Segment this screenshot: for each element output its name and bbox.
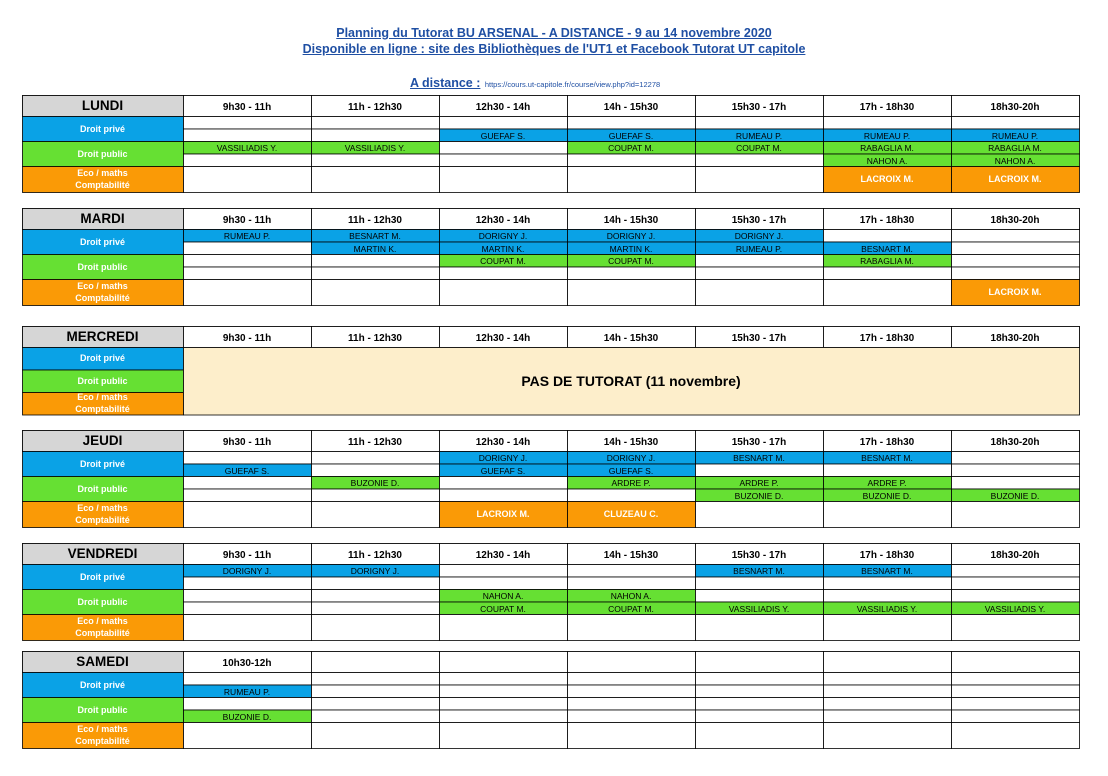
slot-cell (952, 685, 1080, 698)
slot-header: 18h30-20h (990, 333, 1040, 344)
slot-header (439, 653, 567, 674)
day-name: LUNDI (81, 98, 124, 113)
slot-cell (568, 117, 696, 130)
category-label-public: Droit public (77, 596, 128, 607)
slot-cell (184, 267, 312, 280)
tutor-prive[interactable]: GUEFAF S. (224, 465, 270, 476)
slot-cell (952, 723, 1080, 749)
slot-cell (696, 464, 824, 477)
day-block-mercredi (22, 326, 1079, 416)
slot-header: 11h - 12h30 (348, 550, 402, 561)
slot-header: 14h - 15h30 (603, 333, 659, 344)
slot-cell (952, 615, 1080, 641)
slot-header: 15h30 - 17h (731, 215, 787, 226)
slot-cell (440, 698, 568, 711)
eco-label-line-1: Eco / maths (77, 281, 128, 291)
day-block-samedi (22, 651, 1079, 749)
slot-header: 9h30 - 11h (222, 550, 272, 561)
slot-cell (824, 673, 952, 686)
tutor-prive[interactable]: DORIGNY J. (606, 453, 656, 464)
slot-cell (312, 267, 440, 280)
slot-header: 17h - 18h30 (859, 333, 915, 344)
slot-cell (568, 698, 696, 711)
slot-header: 15h30 - 17h (731, 333, 787, 344)
eco-label-line-1: Eco / maths (77, 503, 128, 513)
tutor-public[interactable]: BUZONIE D. (350, 478, 400, 489)
slot-header: 12h30 - 14h (475, 333, 531, 344)
slot-cell (184, 602, 312, 615)
tutor-prive[interactable]: DORIGNY J. (222, 566, 272, 577)
slot-header: 17h - 18h30 (859, 437, 915, 448)
slot-cell (312, 723, 440, 749)
slot-header (695, 653, 823, 674)
tutor-prive[interactable]: BESNART M. (733, 453, 785, 464)
slot-cell (824, 698, 952, 711)
tutor-public[interactable]: RABAGLIA M. (860, 256, 914, 267)
slot-header (567, 653, 695, 674)
slot-cell (568, 489, 696, 502)
slot-cell (184, 242, 312, 255)
slot-cell (312, 602, 440, 615)
tutor-prive[interactable]: RUMEAU P. (863, 130, 911, 141)
slot-cell (440, 685, 568, 698)
slot-header (823, 653, 951, 674)
slot-cell (184, 117, 312, 130)
slot-cell (824, 502, 952, 528)
slot-header: 9h30 - 11h (222, 215, 272, 226)
slot-header: 12h30 - 14h (475, 437, 531, 448)
slot-cell (568, 723, 696, 749)
tutor-eco[interactable]: CLUZEAU C. (603, 509, 659, 519)
tutor-eco[interactable]: LACROIX M. (988, 174, 1042, 184)
tutor-prive[interactable]: GUEFAF S. (480, 130, 526, 141)
distance-line (410, 74, 660, 92)
category-label-prive: Droit privé (79, 236, 125, 247)
category-label-public: Droit public (77, 148, 128, 159)
tutor-public[interactable]: COUPAT M. (608, 143, 654, 154)
slot-cell (952, 464, 1080, 477)
tutor-public[interactable]: COUPAT M. (736, 143, 782, 154)
category-label-eco (22, 166, 183, 192)
slot-cell (440, 280, 568, 306)
slot-cell (312, 154, 440, 167)
category-label-prive: Droit privé (79, 679, 125, 690)
tutor-public[interactable]: BUZONIE D. (862, 490, 912, 501)
no-tutoring-note: PAS DE TUTORAT (11 novembre) (521, 372, 741, 389)
tutor-public[interactable]: ARDRE P. (867, 478, 907, 489)
slot-cell (568, 267, 696, 280)
slot-cell (312, 255, 440, 268)
slot-cell (440, 673, 568, 686)
slot-header: 12h30 - 14h (475, 102, 531, 113)
slot-cell (696, 255, 824, 268)
slot-header: 18h30-20h (990, 437, 1040, 448)
slot-cell (824, 267, 952, 280)
slot-header: 18h30-20h (990, 550, 1040, 561)
tutor-public[interactable]: NAHON A. (610, 591, 652, 602)
slot-header: 14h - 15h30 (603, 437, 659, 448)
slot-cell (568, 167, 696, 193)
eco-label-line-2: Comptabilité (75, 736, 130, 746)
slot-cell (312, 452, 440, 465)
slot-header: 10h30-12h (222, 658, 272, 669)
tutor-prive[interactable]: BESNART M. (861, 243, 913, 254)
tutor-public[interactable]: COUPAT M. (480, 256, 526, 267)
slot-header: 11h - 12h30 (348, 215, 402, 226)
category-label-eco (22, 392, 183, 415)
day-name: MARDI (80, 211, 125, 226)
category-label-public: Droit public (77, 261, 128, 272)
tutor-eco[interactable]: LACROIX M. (476, 509, 530, 519)
tutor-public[interactable]: BUZONIE D. (734, 490, 784, 501)
tutor-public[interactable]: COUPAT M. (480, 603, 526, 614)
slot-header: 15h30 - 17h (731, 102, 787, 113)
slot-cell (568, 577, 696, 590)
tutor-prive[interactable]: GUEFAF S. (608, 465, 654, 476)
slot-cell (184, 698, 312, 711)
eco-label-line-2: Comptabilité (75, 180, 130, 190)
slot-cell (440, 723, 568, 749)
slot-header: 9h30 - 11h (222, 102, 272, 113)
slot-header: 17h - 18h30 (859, 550, 915, 561)
tutor-prive[interactable]: RUMEAU P. (223, 686, 271, 697)
title-line-2[interactable]: Disponible en ligne : site des Bibliothèques de l'UT1 et Facebook Tutorat UT capitole (302, 42, 806, 56)
slot-cell (696, 502, 824, 528)
slot-cell (568, 154, 696, 167)
slot-cell (952, 267, 1080, 280)
slot-cell (952, 565, 1080, 578)
slot-cell (824, 464, 952, 477)
slot-cell (312, 280, 440, 306)
slot-cell (312, 685, 440, 698)
slot-header (951, 653, 1079, 674)
tutor-public[interactable]: COUPAT M. (608, 256, 654, 267)
slot-cell (696, 723, 824, 749)
slot-header: 12h30 - 14h (475, 550, 531, 561)
slot-cell (440, 117, 568, 130)
tutor-prive[interactable]: DORIGNY J. (478, 453, 528, 464)
slot-cell (696, 673, 824, 686)
tutor-prive[interactable]: BESNART M. (349, 231, 401, 242)
slot-cell (952, 452, 1080, 465)
tutor-public[interactable]: VASSILIADIS Y. (728, 603, 790, 614)
tutor-prive[interactable]: BESNART M. (861, 566, 913, 577)
slot-cell (312, 698, 440, 711)
tutor-prive[interactable]: RUMEAU P. (223, 231, 271, 242)
slot-cell (824, 117, 952, 130)
eco-label-line-2: Comptabilité (75, 404, 130, 415)
slot-cell (568, 615, 696, 641)
day-name: MERCREDI (66, 329, 139, 344)
slot-cell (696, 267, 824, 280)
slot-header: 11h - 12h30 (348, 333, 402, 344)
category-label-prive: Droit privé (79, 571, 125, 582)
tutor-prive[interactable]: GUEFAF S. (608, 130, 654, 141)
tutor-prive[interactable]: RUMEAU P. (735, 243, 783, 254)
tutor-eco[interactable]: LACROIX M. (860, 174, 914, 184)
slot-cell (184, 502, 312, 528)
slot-cell (184, 477, 312, 490)
slot-cell (184, 590, 312, 603)
slot-cell (696, 117, 824, 130)
title-line-1[interactable]: Planning du Tutorat BU ARSENAL - A DISTANCE - 9 au 14 novembre 2020 (336, 26, 772, 40)
slot-cell (952, 242, 1080, 255)
slot-cell (568, 280, 696, 306)
tutor-prive[interactable]: GUEFAF S. (480, 465, 526, 476)
slot-cell (440, 710, 568, 723)
slot-cell (696, 154, 824, 167)
eco-label-line-1: Eco / maths (77, 392, 128, 403)
slot-cell (184, 129, 312, 142)
slot-cell (568, 685, 696, 698)
slot-header: 11h - 12h30 (348, 102, 402, 113)
tutor-public[interactable]: RABAGLIA M. (988, 143, 1042, 154)
day-block-jeudi (22, 430, 1079, 528)
slot-cell (952, 698, 1080, 711)
eco-label-line-2: Comptabilité (75, 515, 130, 525)
slot-header: 17h - 18h30 (859, 102, 915, 113)
slot-cell (312, 710, 440, 723)
tutor-prive[interactable]: BESNART M. (861, 453, 913, 464)
tutor-prive[interactable]: RUMEAU P. (735, 130, 783, 141)
slot-cell (312, 489, 440, 502)
tutor-public[interactable]: ARDRE P. (611, 478, 651, 489)
category-label-eco (22, 279, 183, 305)
tutor-public[interactable]: VASSILIADIS Y. (216, 143, 278, 154)
slot-cell (824, 685, 952, 698)
slot-cell (440, 615, 568, 641)
slot-cell (440, 489, 568, 502)
slot-cell (440, 477, 568, 490)
slot-cell (952, 117, 1080, 130)
slot-cell (696, 280, 824, 306)
slot-cell (440, 565, 568, 578)
tutor-public[interactable]: BUZONIE D. (222, 711, 272, 722)
slot-cell (824, 577, 952, 590)
slot-cell (184, 723, 312, 749)
slot-cell (696, 710, 824, 723)
slot-cell (696, 167, 824, 193)
day-block-lundi (22, 95, 1079, 193)
slot-cell (952, 477, 1080, 490)
category-label-prive: Droit privé (79, 458, 125, 469)
tutor-eco[interactable]: LACROIX M. (988, 287, 1042, 297)
slot-cell (952, 255, 1080, 268)
slot-cell (184, 255, 312, 268)
distance-url-link[interactable]: https://cours.ut-capitole.fr/course/view.php?id=12278 (484, 80, 661, 89)
category-label-public: Droit public (77, 375, 128, 386)
slot-cell (696, 615, 824, 641)
slot-cell (568, 673, 696, 686)
slot-cell (312, 577, 440, 590)
slot-header: 11h - 12h30 (348, 437, 402, 448)
category-label-eco (22, 501, 183, 527)
slot-cell (440, 167, 568, 193)
category-label-public: Droit public (77, 704, 128, 715)
tutor-public[interactable]: NAHON A. (866, 155, 908, 166)
slot-cell (312, 590, 440, 603)
slot-cell (312, 673, 440, 686)
slot-cell (824, 590, 952, 603)
tutor-public[interactable]: NAHON A. (994, 155, 1036, 166)
slot-cell (824, 710, 952, 723)
slot-cell (696, 698, 824, 711)
day-block-mardi (22, 208, 1079, 306)
slot-cell (440, 142, 568, 155)
eco-label-line-2: Comptabilité (75, 628, 130, 638)
tutor-public[interactable]: BUZONIE D. (990, 490, 1040, 501)
slot-cell (952, 502, 1080, 528)
slot-cell (440, 577, 568, 590)
slot-header: 18h30-20h (990, 215, 1040, 226)
tutor-public[interactable]: RABAGLIA M. (860, 143, 914, 154)
tutor-prive[interactable]: RUMEAU P. (991, 130, 1039, 141)
slot-cell (184, 167, 312, 193)
slot-cell (312, 117, 440, 130)
tutor-prive[interactable]: MARTIN K. (609, 243, 653, 254)
distance-label: A distance : (410, 76, 481, 90)
slot-cell (696, 577, 824, 590)
slot-cell (184, 452, 312, 465)
slot-cell (568, 710, 696, 723)
eco-label-line-1: Eco / maths (77, 168, 128, 178)
tutor-public[interactable]: VASSILIADIS Y. (856, 603, 918, 614)
category-label-prive: Droit privé (79, 353, 125, 364)
day-name: VENDREDI (67, 546, 138, 561)
slot-cell (696, 590, 824, 603)
slot-header: 14h - 15h30 (603, 550, 659, 561)
slot-cell (184, 489, 312, 502)
tutor-public[interactable]: COUPAT M. (608, 603, 654, 614)
tutor-prive[interactable]: DORIGNY J. (350, 566, 400, 577)
slot-cell (952, 590, 1080, 603)
eco-label-line-1: Eco / maths (77, 616, 128, 626)
slot-header: 18h30-20h (990, 102, 1040, 113)
slot-cell (312, 129, 440, 142)
slot-cell (952, 230, 1080, 243)
slot-cell (696, 685, 824, 698)
slot-cell (824, 230, 952, 243)
slot-header: 9h30 - 11h (222, 333, 272, 344)
category-label-eco (22, 722, 183, 748)
tutor-prive[interactable]: DORIGNY J. (478, 231, 528, 242)
slot-cell (824, 280, 952, 306)
slot-header: 9h30 - 11h (222, 437, 272, 448)
eco-label-line-1: Eco / maths (77, 724, 128, 734)
slot-cell (312, 615, 440, 641)
tutor-prive[interactable]: MARTIN K. (353, 243, 397, 254)
eco-label-line-2: Comptabilité (75, 293, 130, 303)
slot-cell (440, 154, 568, 167)
slot-cell (184, 673, 312, 686)
slot-cell (184, 577, 312, 590)
slot-cell (824, 615, 952, 641)
slot-header: 17h - 18h30 (859, 215, 915, 226)
slot-cell (184, 280, 312, 306)
slot-cell (952, 710, 1080, 723)
tutor-public[interactable]: ARDRE P. (739, 478, 779, 489)
day-name: SAMEDI (76, 654, 129, 669)
slot-cell (952, 577, 1080, 590)
slot-header (311, 653, 439, 674)
tutor-prive[interactable]: MARTIN K. (481, 243, 525, 254)
slot-cell (952, 673, 1080, 686)
tutor-prive[interactable]: DORIGNY J. (606, 231, 656, 242)
slot-header: 14h - 15h30 (603, 102, 659, 113)
category-label-prive: Droit privé (79, 123, 125, 134)
category-label-public: Droit public (77, 483, 128, 494)
slot-header: 15h30 - 17h (731, 437, 787, 448)
slot-cell (824, 723, 952, 749)
category-label-eco (22, 614, 183, 640)
slot-cell (568, 565, 696, 578)
tutor-public[interactable]: NAHON A. (482, 591, 524, 602)
slot-cell (312, 464, 440, 477)
slot-cell (312, 167, 440, 193)
tutor-prive[interactable]: BESNART M. (733, 566, 785, 577)
slot-header: 15h30 - 17h (731, 550, 787, 561)
slot-cell (312, 502, 440, 528)
day-block-vendredi (22, 543, 1079, 641)
slot-cell (440, 267, 568, 280)
slot-header: 14h - 15h30 (603, 215, 659, 226)
tutor-prive[interactable]: DORIGNY J. (734, 231, 784, 242)
slot-cell (184, 615, 312, 641)
slot-header: 12h30 - 14h (475, 215, 531, 226)
tutor-public[interactable]: VASSILIADIS Y. (344, 143, 406, 154)
day-name: JEUDI (82, 433, 123, 448)
slot-cell (184, 154, 312, 167)
tutor-public[interactable]: VASSILIADIS Y. (984, 603, 1046, 614)
